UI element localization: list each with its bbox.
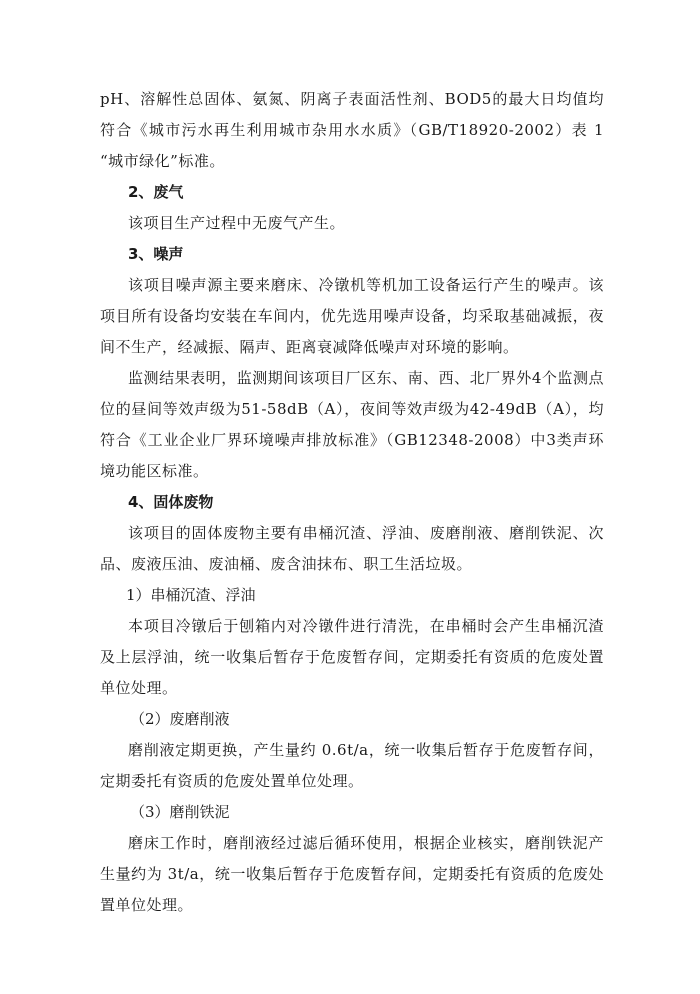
heading-solid-waste: 4、固体废物 xyxy=(128,493,214,511)
paragraph-sediment-oil: 本项目冷镦后于刨箱内对冷镦件进行清洗，在串桶时会产生串桶沉渣及上层浮油，统一收集后暂存于危废暂存间，定期委托有资质的危废处置单位处理。 xyxy=(100,617,604,697)
subheading-grinding-sludge: （3）磨削铁泥 xyxy=(130,803,230,821)
heading-noise: 3、噪声 xyxy=(128,245,184,263)
paragraph-waste-gas: 该项目生产过程中无废气产生。 xyxy=(128,214,346,232)
subheading-grinding-fluid: （2）废磨削液 xyxy=(130,710,230,728)
subheading-sediment-oil: 1）串桶沉渣、浮油 xyxy=(126,586,256,604)
paragraph-noise-source: 该项目噪声源主要来磨床、冷镦机等机加工设备运行产生的噪声。该项目所有设备均安装在车间内，优先选用噪声设备，均采取基础减振，夜间不生产，经减振、隔声、距离衰减降低噪声对环境的影响。 xyxy=(100,276,604,356)
paragraph-noise-monitoring: 监测结果表明，监测期间该项目厂区东、南、西、北厂界外4个监测点位的昼间等效声级为51-58dB（A），夜间等效声级为42-49dB（A），均符合《工业企业厂界环境噪声排放标准》（GB12348-2008）中3类声环境功能区标准。 xyxy=(100,369,604,480)
document-body xyxy=(100,84,604,921)
paragraph-grinding-sludge: 磨床工作时，磨削液经过滤后循环使用，根据企业核实，磨削铁泥产生量约为 3t/a，统一收集后暂存于危废暂存间，定期委托有资质的危废处置单位处理。 xyxy=(100,834,604,914)
paragraph-water-standard: pH、溶解性总固体、氨氮、阴离子表面活性剂、BOD5的最大日均值均符合《城市污水再生利用城市杂用水水质》（GB/T18920-2002）表 1 “城市绿化”标准。 xyxy=(100,90,604,170)
paragraph-solid-waste-list: 该项目的固体废物主要有串桶沉渣、浮油、废磨削液、磨削铁泥、次品、废液压油、废油桶、废含油抹布、职工生活垃圾。 xyxy=(100,524,604,573)
paragraph-grinding-fluid: 磨削液定期更换，产生量约 0.6t/a，统一收集后暂存于危废暂存间，定期委托有资质的危废处置单位处理。 xyxy=(100,741,604,790)
heading-waste-gas: 2、废气 xyxy=(128,183,184,201)
